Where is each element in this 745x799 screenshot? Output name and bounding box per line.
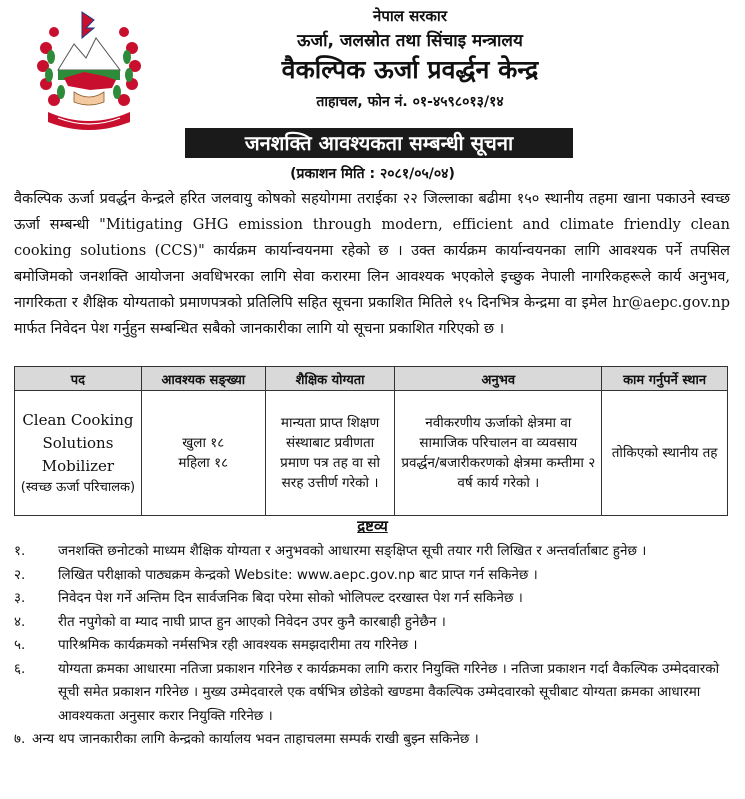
- ministry-name: ऊर्जा, जलस्रोत तथा सिंचाइ मन्त्रालय: [297, 31, 523, 51]
- header-work-location: काम गर्नुपर्ने स्थान: [602, 367, 728, 391]
- header-qualification: शैक्षिक योग्यता: [265, 367, 395, 391]
- post-title-english: Clean Cooking Solutions Mobilizer: [22, 410, 134, 475]
- notice-body: वैकल्पिक ऊर्जा प्रवर्द्धन केन्द्रले हरित जलवायु कोषको सहयोगमा तराईका २२ जिल्लाका बढीमा १५० स्थानीय तहमा खाना पकाउने स्वच्छ ऊर्जा सम्बन्धी "Mitigating GHG emission through modern, efficient and climate friendly clean cooking solutions (CCS)" कार्यक्रम कार्यान्वयनमा रहेको छ । उक्त कार्यक्रम कार्यान्वयनका लागि आवश्यक पर्ने तपसिल बमोजिमको जनशक्ति आयोजना अवधिभरका लागि सेवा करारमा लिन आवश्यक भएकोले इच्छुक नेपाली नागरिकहरूले कार्य अनुभव, नागरिकता र शैक्षिक योग्यताको प्रमाणपत्रको प्रतिलिपि सहित सूचना प्रकाशित मितिले १५ दिनभित्र केन्द्रमा वा इमेल hr@aepc.gov.np मार्फत निवेदन पेश गर्नुहुन सम्बन्धित सबैको जानकारीका लागि यो सूचना प्रकाशित गरिएको छ ।: [14, 191, 730, 337]
- note-number: १.: [14, 543, 26, 559]
- header-post: पद: [15, 367, 142, 391]
- cell-experience: नवीकरणीय ऊर्जाको क्षेत्रमा वा सामाजिक परिचालन वा व्यवसाय प्रवर्द्धन/बजारीकरणको क्षेत्रमा कम्तीमा २ वर्ष कार्य गरेको ।: [395, 391, 602, 516]
- center-name: वैकल्पिक ऊर्जा प्रवर्द्धन केन्द्र: [281, 55, 539, 84]
- table-header-row: [15, 367, 728, 391]
- table-row: [15, 391, 728, 516]
- notice-title: जनशक्ति आवश्यकता सम्बन्धी सूचना: [185, 128, 573, 158]
- note-number: ६.: [14, 660, 26, 677]
- note-number: ५.: [14, 637, 26, 653]
- note-number: ३.: [14, 590, 26, 606]
- list-item: [14, 587, 730, 611]
- government-name: नेपाल सरकार: [373, 7, 447, 25]
- note-text: रीत नपुगेको वा म्याद नाघी प्राप्त हुन आएको निवेदन उपर कुनै कारबाही हुनेछैन ।: [58, 613, 446, 630]
- cell-required-number: [141, 391, 265, 516]
- list-item: [14, 634, 730, 658]
- note-text: योग्यता क्रमका आधारमा नतिजा प्रकाशन गरिनेछ र कार्यक्रमका लागि करार नियुक्ति गरिनेछ । नतिजा प्रकाशन गर्दा वैकल्पिक उम्मेदवारको सूची समेत प्रकाशन गरिनेछ । मुख्य उम्मेदवारले एक वर्षभित्र छोडेको खण्डमा वैकल्पिक उम्मेदवारको सूचीबाट योग्यता क्रमका आधारमा आवश्यकता अनुसार करार नियुक्ति गरिनेछ ।: [58, 660, 720, 724]
- note-text: अन्य थप जानकारीका लागि केन्द्रको कार्यालय भवन ताहाचलमा सम्पर्क राखी बुझ्न सकिनेछ ।: [32, 731, 479, 747]
- list-item: [14, 728, 730, 752]
- address-phone: ताहाचल, फोन नं. ०१-४५९८०१३/१४: [316, 94, 504, 110]
- header-required-number: आवश्यक सङ्ख्या: [141, 367, 265, 391]
- nepal-emblem-icon: [34, 8, 144, 133]
- list-item: [14, 564, 730, 588]
- note-text: लिखित परीक्षाको पाठ्यक्रम केन्द्रको Website: www.aepc.gov.np बाट प्राप्त गर्न सकिनेछ ।: [58, 566, 538, 583]
- vacancy-table: [14, 366, 728, 516]
- list-item: [14, 658, 730, 729]
- note-text: जनशक्ति छनोटको माध्यम शैक्षिक योग्यता र अनुभवको आधारमा सङ्क्षिप्त सूची तयार गरी लिखित र अन्तर्वार्ताबाट हुनेछ ।: [58, 543, 647, 559]
- number-women: महिला १८: [178, 455, 229, 471]
- note-number: २.: [14, 566, 26, 583]
- header-experience: अनुभव: [395, 367, 602, 391]
- publication-date: (प्रकाशन मिति : २०८१/०५/०४): [290, 166, 455, 182]
- note-text: पारिश्रमिक कार्यक्रमको नर्मसभित्र रही आवश्यक समझदारीमा तय गरिनेछ ।: [58, 637, 418, 653]
- cell-qualification: मान्यता प्राप्त शिक्षण संस्थाबाट प्रवीणता प्रमाण पत्र तह वा सो सरह उत्तीर्ण गरेको ।: [265, 391, 395, 516]
- notes-heading: द्रष्टव्य: [357, 517, 388, 535]
- list-item: [14, 611, 730, 635]
- list-item: [14, 540, 730, 564]
- post-title-nepali: (स्वच्छ ऊर्जा परिचालक): [20, 479, 136, 495]
- note-number: ४.: [14, 613, 26, 630]
- note-number: ७.: [14, 731, 26, 747]
- notes-list: [14, 540, 730, 752]
- cell-post: [15, 391, 142, 516]
- number-open: खुला १८: [182, 435, 225, 451]
- cell-work-location: तोकिएको स्थानीय तह: [602, 391, 728, 516]
- note-text: निवेदन पेश गर्ने अन्तिम दिन सार्वजनिक बिदा परेमा सोको भोलिपल्ट दरखास्त पेश गर्न सकिनेछ ।: [58, 590, 523, 606]
